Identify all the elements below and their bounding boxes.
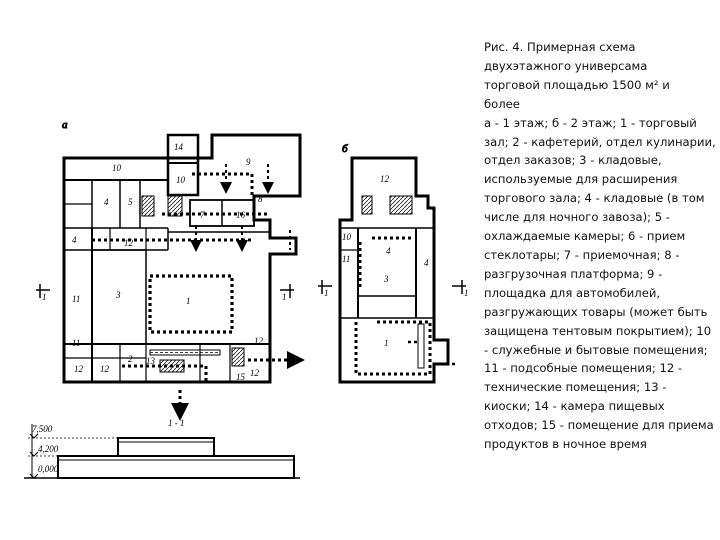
- room-label: 7: [200, 210, 205, 220]
- room-label: 11: [72, 338, 81, 348]
- room-label: 4: [72, 235, 77, 245]
- room-label: 10: [342, 232, 351, 242]
- plan-a-room-labels: [42, 142, 287, 428]
- room-label: 1: [384, 338, 389, 348]
- room-label: 12: [124, 238, 133, 248]
- room-label: 13: [146, 356, 155, 366]
- plan-b-letter: б: [342, 143, 348, 155]
- figure-title: Рис. 4. Примерная схема двухэтажного универсама торговой площадью 1500 м² и более: [484, 40, 670, 111]
- room-14-block: [168, 135, 198, 195]
- room-label: 8: [258, 194, 263, 204]
- room-label: 12: [254, 336, 263, 346]
- room-label: 12: [380, 174, 389, 184]
- room-label: 12: [100, 364, 109, 374]
- section-label: 1 - 1: [168, 418, 185, 428]
- plan-b: [318, 143, 466, 382]
- room-label: 12: [74, 364, 83, 374]
- room-label: 4: [424, 258, 429, 268]
- section-mark: 1: [282, 292, 287, 302]
- room-label: 3: [116, 290, 121, 300]
- room-label: 9: [246, 157, 251, 167]
- room-label: 3: [384, 274, 389, 284]
- room-label: 12: [250, 368, 259, 378]
- room-label: 4: [104, 197, 109, 207]
- room-label: 14: [174, 142, 183, 152]
- section-mark: 1: [324, 288, 329, 298]
- level-label: 7,500: [32, 424, 53, 434]
- level-label: 4,200: [38, 444, 59, 454]
- figure-legend: а - 1 этаж; б - 2 этаж; 1 - торговый зал; 2 - кафетерий, отдел кулинарии, отдел заказов; 3 - кладовые, используемые для расширения торгового зала; 4 - кладовые (в том числе для ночного завоза); 5 - охлаждаемые камеры; 6 - прием стеклотары; 7 - приемочная; 8 - разгрузочная платформа; 9 - площадка для автомобилей, разгружающих товары (может быть защищена тентовым покрытием); 10 - служебные и бытовые помещения; 11 - подсобные помещения; 12 - технические помещения; 13 - киоски; 14 - камера пищевых отходов; 15 - помещение для приема продуктов в ночное время: [484, 115, 716, 452]
- room-label: 1: [186, 296, 191, 306]
- figure-caption: [484, 38, 716, 454]
- room-label: 5: [128, 197, 133, 207]
- section-levels: [32, 424, 59, 474]
- section-drawing: [24, 424, 300, 478]
- room-label: 16: [236, 210, 245, 220]
- room-label: 4: [386, 246, 391, 256]
- room-label: 10: [176, 175, 185, 185]
- level-label: 0,000: [38, 464, 59, 474]
- room-label: 11: [72, 294, 81, 304]
- room-label: 15: [236, 372, 245, 382]
- plan-a-letter: а: [62, 119, 68, 131]
- section-mark: 1: [42, 292, 47, 302]
- room-label: 10: [112, 163, 121, 173]
- section-mark: 1: [464, 288, 469, 298]
- room-label: 11: [342, 254, 351, 264]
- room-label: 2: [128, 354, 133, 364]
